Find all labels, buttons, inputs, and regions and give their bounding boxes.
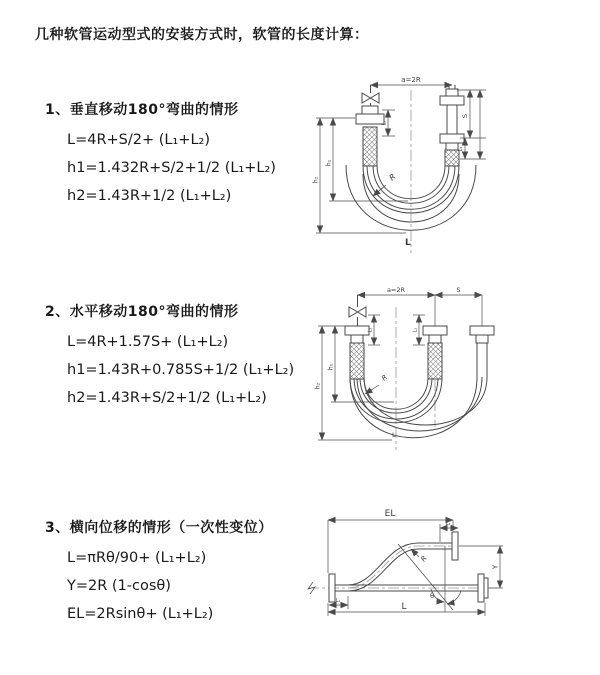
flange-fitting	[345, 326, 369, 335]
right-pipe-end	[470, 295, 494, 377]
centerline-break-mark	[308, 582, 315, 594]
formula-line: Y=2R (1-cosθ)	[67, 578, 171, 594]
diagram-lateral-displacement	[300, 500, 595, 655]
right-flange	[478, 574, 484, 602]
radius-label: R	[387, 172, 398, 183]
dim-label-h1: h₁	[325, 159, 333, 167]
dim-label-s: S	[456, 286, 461, 294]
valve-icon	[362, 93, 379, 103]
dim-label-s: S	[461, 113, 469, 119]
section-3-heading: 3、横向位移的情形（一次性变位）	[45, 520, 273, 536]
length-label: L	[405, 238, 411, 248]
formula-line: h1=1.432R+S/2+1/2 (L₁+L₂)	[67, 160, 276, 176]
section-vertical-180	[45, 100, 345, 210]
right-pipe-end	[440, 85, 464, 166]
formula-line: h1=1.43R+0.785S+1/2 (L₁+L₂)	[67, 362, 295, 378]
diagram-vertical-180-bend	[310, 70, 590, 265]
dimension-lines	[316, 85, 486, 233]
dim-label-y: Y	[491, 564, 500, 570]
length-label: L	[392, 431, 396, 439]
dim-label-el: EL	[384, 509, 396, 519]
dim-label-l2: L₂	[458, 146, 464, 152]
valve-icon	[349, 307, 366, 317]
dim-label-l1: L₁	[367, 327, 374, 333]
document-title: 几种软管运动型式的安装方式时，软管的长度计算：	[35, 27, 369, 43]
section-horizontal-180	[45, 302, 345, 412]
hose-s-curve	[348, 543, 452, 591]
angle-label: θ	[430, 592, 435, 600]
formula-line: EL=2Rsinθ+ (L₁+L₂)	[67, 606, 214, 622]
dim-label-l1: L₁	[335, 598, 341, 604]
flange-fitting-lower	[440, 134, 464, 143]
dim-label-h2: h₂	[314, 382, 322, 390]
formula-line: h2=1.43R+1/2 (L₁+L₂)	[67, 188, 232, 204]
braid-section	[445, 150, 459, 166]
flange-fitting	[356, 114, 384, 124]
radius-label: R	[380, 373, 390, 383]
dim-label-h1: h₁	[327, 363, 335, 371]
formula-line: L=πRθ/90+ (L₁+L₂)	[67, 550, 207, 566]
radius-label: R	[419, 554, 429, 564]
braid-section	[350, 343, 364, 379]
left-pipe-end	[356, 85, 384, 166]
flange-fitting-upper	[440, 96, 464, 105]
middle-pipe-end	[423, 295, 447, 379]
formula-line: L=4R+1.57S+ (L₁+L₂)	[67, 334, 229, 350]
dim-label-a2r: a=2R	[386, 286, 406, 294]
section-1-heading: 1、垂直移动180°弯曲的情形	[45, 102, 239, 118]
length-label: L	[401, 602, 407, 612]
dimension-lines	[318, 295, 482, 440]
dim-label-a2r: a=2R	[401, 76, 421, 84]
flange-fitting	[423, 326, 447, 335]
upper-right-flange	[452, 532, 458, 560]
formula-line: L=4R+S/2+ (L₁+L₂)	[67, 132, 210, 148]
dimension-lines	[328, 520, 503, 616]
flange-fitting	[470, 326, 494, 335]
braid-section	[428, 343, 442, 379]
dim-label-l1: L₁	[381, 120, 388, 126]
diagram-horizontal-180-bend	[312, 282, 598, 457]
dim-label-l2: L₂	[445, 521, 451, 527]
left-pipe-end	[345, 295, 369, 379]
hose-u-curves-position2	[350, 377, 487, 438]
braid-section	[363, 127, 377, 166]
section-2-heading: 2、水平移动180°弯曲的情形	[45, 304, 239, 320]
dim-label-l2: L₂	[412, 327, 419, 333]
formula-line: h2=1.43R+S/2+1/2 (L₁+L₂)	[67, 390, 267, 406]
dim-label-h2: h₂	[312, 176, 320, 184]
